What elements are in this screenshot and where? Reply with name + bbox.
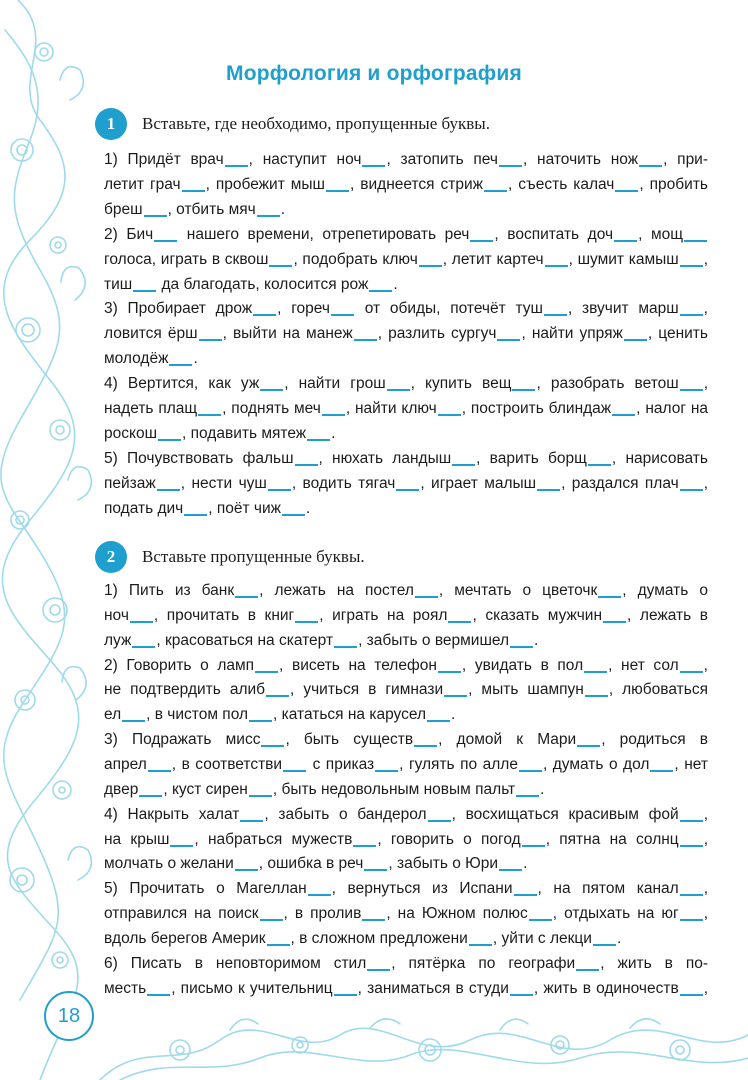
- answer-blank: [639, 165, 662, 167]
- exercise-text: , восхищаться красивым фой: [451, 805, 679, 823]
- exercise-text: , найти ключ: [345, 400, 437, 417]
- answer-blank: [537, 489, 560, 491]
- exercise-text: , письмо к учительниц: [171, 979, 333, 997]
- exercise-text: , заниматься в студи: [357, 979, 509, 997]
- exercise-text: , налог на: [636, 400, 709, 417]
- exercise-text: , домой к Мари: [438, 731, 577, 749]
- answer-blank: [470, 240, 493, 242]
- exercise-line: [104, 225, 708, 245]
- exercise-text: роскош: [104, 424, 158, 442]
- answer-blank: [545, 265, 568, 267]
- exercise-text: , нарисовать: [611, 449, 708, 467]
- task-1-header: [95, 107, 490, 141]
- answer-blank: [497, 339, 520, 341]
- exercise-text: ,: [703, 375, 708, 393]
- exercise-text: , нет сол: [608, 656, 679, 674]
- answer-blank: [147, 994, 170, 996]
- exercise-text: , красоваться на скатерт: [156, 631, 334, 649]
- exercise-text: отправился на поиск: [104, 905, 259, 923]
- exercise-line: [104, 374, 708, 394]
- exercise-text: , воспитать доч: [494, 225, 614, 243]
- answer-blank: [680, 489, 703, 491]
- answer-blank: [680, 265, 703, 267]
- exercise-text: , в соответстви: [171, 755, 283, 773]
- answer-blank: [353, 845, 376, 847]
- exercise-line: [104, 449, 708, 469]
- answer-blank: [326, 190, 349, 192]
- exercise-text: 1) Пить из банк: [104, 582, 235, 599]
- exercise-text: ,: [703, 656, 708, 674]
- exercise-text: не подтвердить алиб: [104, 681, 266, 699]
- exercise-text: ловится ёрш: [104, 325, 198, 343]
- exercise-text: , подобрать ключ: [293, 250, 418, 268]
- answer-blank: [362, 165, 385, 167]
- exercise-text: .: [534, 631, 539, 649]
- exercise-text: да благодать, колосится рож: [157, 275, 369, 293]
- answer-blank: [484, 190, 507, 192]
- exercise-text: , затопить печ: [386, 151, 498, 168]
- exercise-line: [104, 755, 708, 775]
- exercise-text: месть: [104, 979, 147, 997]
- exercise-text: ,: [703, 805, 709, 823]
- exercise-text: , жить в по-: [600, 954, 708, 972]
- answer-blank: [419, 265, 442, 267]
- exercise-line: [104, 606, 708, 626]
- answer-blank: [680, 994, 703, 996]
- answer-blank: [158, 439, 181, 441]
- exercise-text: ,: [703, 250, 708, 268]
- answer-blank: [255, 671, 278, 673]
- exercise-text: , отдыхать на юг: [552, 905, 679, 923]
- answer-blank: [680, 389, 703, 391]
- exercise-text: молодёж: [104, 350, 169, 368]
- answer-blank: [122, 720, 145, 722]
- answer-blank: [452, 464, 475, 466]
- exercise-text: 1) Придёт врач: [104, 151, 224, 168]
- answer-blank: [614, 240, 637, 242]
- answer-blank: [414, 745, 437, 747]
- exercise-text: , набраться мужеств: [194, 830, 353, 848]
- exercise-text: , съесть калач: [508, 175, 615, 193]
- task-instruction: Вставьте, где необходимо, пропущенные буквы.: [142, 114, 490, 133]
- exercise-text: , пятёрка по географи: [391, 954, 576, 972]
- answer-blank: [331, 314, 354, 316]
- answer-blank: [261, 745, 284, 747]
- answer-blank: [184, 514, 207, 516]
- exercise-text: , наточить нож: [523, 151, 639, 168]
- answer-blank: [240, 820, 263, 822]
- exercise-text: , куст сирен: [163, 780, 248, 798]
- exercise-line: [104, 299, 708, 319]
- answer-blank: [624, 339, 647, 341]
- exercise-text: 2) Бич: [104, 225, 154, 243]
- exercise-text: нашего времени, отрепетировать реч: [178, 225, 470, 243]
- page-title: Морфология и орфография: [226, 62, 522, 85]
- exercise-text: , лежать в: [627, 606, 709, 624]
- answer-blank: [510, 994, 533, 996]
- answer-blank: [144, 215, 167, 217]
- answer-blank: [154, 240, 177, 242]
- exercise-text: тиш: [104, 275, 133, 293]
- answer-blank: [260, 919, 283, 921]
- exercise-text: 4) Вертится, как уж: [104, 375, 260, 393]
- exercise-line: [104, 705, 708, 725]
- answer-blank: [438, 414, 461, 416]
- exercise-text: , на Южном полюс: [386, 905, 528, 923]
- exercise-text: .: [306, 499, 311, 517]
- exercise-line: [104, 424, 708, 444]
- exercise-text: на крыш: [104, 830, 170, 848]
- exercise-line: [104, 349, 708, 369]
- exercise-text: , построить блиндаж: [461, 400, 612, 417]
- exercise-text: , быть недовольным новым пальт: [272, 780, 516, 798]
- answer-blank: [438, 671, 461, 673]
- answer-blank: [603, 621, 626, 623]
- exercise-text: вдоль берегов Америк: [104, 929, 266, 947]
- answer-blank: [516, 795, 539, 797]
- exercise-text: , на пятом канал: [537, 880, 679, 898]
- answer-blank: [334, 646, 357, 648]
- answer-blank: [139, 795, 162, 797]
- answer-blank: [295, 464, 318, 466]
- exercise-text: ,: [703, 474, 708, 492]
- answer-blank: [680, 845, 703, 847]
- exercise-text: , при-: [663, 151, 709, 168]
- exercise-line: [104, 805, 708, 825]
- answer-blank: [427, 720, 450, 722]
- answer-blank: [529, 919, 552, 921]
- exercise-text: .: [451, 706, 456, 724]
- answer-blank: [612, 414, 635, 416]
- answer-blank: [576, 969, 599, 971]
- exercise-text: , нести чуш: [180, 474, 267, 492]
- answer-blank: [499, 165, 522, 167]
- exercise-text: ,: [703, 830, 708, 848]
- exercise-text: , поднять меч: [222, 400, 321, 417]
- exercise-text: , кататься на карусел: [273, 706, 427, 724]
- answer-blank: [387, 389, 410, 391]
- exercise-text: с приказ: [307, 755, 375, 773]
- exercise-text: , разобрать ветош: [536, 375, 679, 393]
- answer-blank: [283, 770, 306, 772]
- exercise-line: [104, 474, 708, 494]
- exercise-text: , найти упряж: [521, 325, 623, 343]
- exercise-text: , вернуться из Испани: [331, 880, 513, 898]
- exercise-text: , любоваться: [608, 681, 708, 699]
- exercise-text: , играет малыш: [420, 474, 537, 492]
- answer-blank: [354, 339, 377, 341]
- exercise-text: ,: [703, 979, 709, 997]
- exercise-text: .: [331, 424, 336, 442]
- answer-blank: [249, 795, 272, 797]
- exercise-text: , говорить о погод: [377, 830, 521, 848]
- exercise-text: , увидать в пол: [461, 656, 584, 674]
- exercise-line: [104, 680, 708, 700]
- answer-blank: [253, 314, 276, 316]
- answer-blank: [448, 621, 471, 623]
- exercise-text: , в сложном предложени: [290, 929, 468, 947]
- exercise-text: 3) Пробирает дрож: [104, 300, 253, 318]
- exercise-line: [104, 780, 708, 800]
- exercise-text: , нет: [674, 755, 708, 773]
- answer-blank: [199, 339, 222, 341]
- exercise-text: , думать о: [622, 582, 708, 599]
- exercise-line: [104, 150, 708, 170]
- answer-blank: [308, 894, 331, 896]
- answer-blank: [334, 994, 357, 996]
- exercise-text: , нюхать ландыш: [318, 449, 452, 467]
- answer-blank: [170, 845, 193, 847]
- exercise-text: , забыть о Юри: [388, 855, 499, 873]
- exercise-text: бреш: [104, 200, 143, 218]
- answer-blank: [367, 969, 390, 971]
- exercise-text: летит грач: [104, 175, 181, 193]
- task-instruction: Вставьте пропущенные буквы.: [142, 547, 365, 566]
- exercise-text: , забыть о бандерол: [264, 805, 427, 823]
- exercise-text: , пробежит мыш: [205, 175, 325, 193]
- exercise-text: пейзаж: [104, 474, 156, 492]
- exercise-text: , подавить мятеж: [182, 424, 307, 442]
- exercise-text: апрел: [104, 755, 147, 773]
- answer-blank: [225, 165, 248, 167]
- exercise-line: [104, 581, 708, 601]
- exercise-line: [104, 954, 708, 974]
- exercise-text: , купить вещ: [410, 375, 512, 393]
- exercise-text: 3) Подражать мисс: [104, 731, 261, 749]
- exercise-text: .: [280, 200, 286, 218]
- exercise-line: [104, 979, 708, 999]
- exercise-text: ноч: [104, 606, 129, 624]
- answer-blank: [198, 414, 221, 416]
- answer-blank: [182, 190, 205, 192]
- answer-blank: [615, 190, 638, 192]
- answer-blank: [650, 770, 673, 772]
- answer-blank: [680, 671, 703, 673]
- exercise-text: , отбить мяч: [167, 200, 256, 218]
- exercise-text: , звучит марш: [567, 300, 679, 318]
- exercise-text: от обиды, потечёт туш: [354, 300, 543, 318]
- answer-blank: [577, 745, 600, 747]
- exercise-text: , быть существ: [285, 731, 414, 749]
- exercise-text: , мощ: [638, 225, 683, 243]
- answer-blank: [396, 489, 419, 491]
- answer-blank: [512, 389, 535, 391]
- answer-blank: [499, 869, 522, 871]
- exercise-text: , в чистом пол: [146, 706, 249, 724]
- exercise-text: , ошибка в реч: [258, 855, 364, 873]
- answer-blank: [169, 364, 192, 366]
- exercise-text: 2) Говорить о ламп: [104, 656, 255, 674]
- exercise-text: , играть на роял: [319, 606, 448, 624]
- answer-blank: [680, 314, 703, 316]
- answer-blank: [282, 514, 305, 516]
- exercise-text: , наступит ноч: [248, 151, 362, 168]
- exercise-text: 5) Прочитать о Магеллан: [104, 880, 307, 898]
- exercise-text: , разлить сургуч: [377, 325, 497, 343]
- exercise-line: [104, 499, 708, 519]
- exercise-line: [104, 250, 708, 270]
- answer-blank: [267, 944, 290, 946]
- answer-blank: [584, 671, 607, 673]
- exercise-text: , забыть о вермишел: [358, 631, 510, 649]
- task-2-header: [95, 540, 365, 574]
- answer-blank: [514, 894, 537, 896]
- exercise-line: [104, 879, 708, 899]
- exercise-text: , поёт чиж: [208, 499, 282, 517]
- exercise-line: [104, 324, 708, 344]
- answer-blank: [148, 770, 171, 772]
- answer-blank: [593, 944, 616, 946]
- answer-blank: [680, 919, 703, 921]
- exercise-text: , выйти на манеж: [222, 325, 353, 343]
- exercise-line: [104, 854, 708, 874]
- exercise-text: , раздался плач: [561, 474, 679, 492]
- answer-blank: [257, 215, 280, 217]
- exercise-text: 4) Накрыть халат: [104, 805, 240, 823]
- exercise-line: [104, 929, 708, 949]
- answer-blank: [588, 464, 611, 466]
- answer-blank: [598, 596, 621, 598]
- exercise-text: , шумит камыш: [568, 250, 679, 268]
- exercise-text: , пятна на солнц: [545, 830, 679, 848]
- task-number-badge: 2: [95, 541, 127, 573]
- answer-blank: [266, 695, 289, 697]
- exercise-line: [104, 730, 708, 750]
- answer-blank: [362, 919, 385, 921]
- exercise-text: голоса, играть в сквош: [104, 250, 269, 268]
- exercise-text: , сказать мужчин: [472, 606, 603, 624]
- exercise-text: молчать о желани: [104, 855, 234, 873]
- exercise-text: , мыть шампун: [468, 681, 584, 699]
- answer-blank: [157, 489, 180, 491]
- exercise-text: , думать о дол: [542, 755, 650, 773]
- exercise-line: [104, 175, 708, 195]
- exercise-text: .: [540, 780, 545, 798]
- answer-blank: [519, 770, 542, 772]
- exercise-text: , учиться в гимнази: [290, 681, 444, 699]
- exercise-text: ,: [703, 880, 708, 898]
- answer-blank: [680, 894, 703, 896]
- exercise-text: двер: [104, 780, 139, 798]
- answer-blank: [364, 869, 387, 871]
- exercise-text: .: [523, 855, 528, 873]
- exercise-text: , жить в одиночеств: [533, 979, 679, 997]
- answer-blank: [544, 314, 567, 316]
- exercise-text: .: [193, 350, 198, 368]
- exercise-text: , виднеется стриж: [349, 175, 484, 193]
- exercise-line: [104, 200, 708, 220]
- answer-blank: [130, 621, 153, 623]
- exercise-text: , летит картеч: [442, 250, 544, 268]
- exercise-line: [104, 275, 708, 295]
- exercise-text: ел: [104, 706, 122, 724]
- answer-blank: [295, 621, 318, 623]
- exercise-line: [104, 399, 708, 419]
- answer-blank: [415, 596, 438, 598]
- exercise-text: , ценить: [647, 325, 708, 343]
- exercise-text: , найти грош: [284, 375, 386, 393]
- exercise-text: ,: [703, 300, 708, 318]
- exercise-line: [104, 830, 708, 850]
- exercise-text: , варить борщ: [476, 449, 587, 467]
- page-number: 18: [44, 991, 94, 1041]
- exercise-text: , в пролив: [283, 905, 362, 923]
- answer-blank: [269, 265, 292, 267]
- answer-blank: [428, 820, 451, 822]
- exercise-line: [104, 904, 708, 924]
- answer-blank: [133, 290, 156, 292]
- exercise-text: , гулять по алле: [399, 755, 518, 773]
- answer-blank: [322, 414, 345, 416]
- answer-blank: [585, 695, 608, 697]
- exercise-line: [104, 656, 708, 676]
- exercise-text: , уйти с лекци: [492, 929, 592, 947]
- answer-blank: [249, 720, 272, 722]
- answer-blank: [680, 820, 703, 822]
- exercise-text: , висеть на телефон: [279, 656, 437, 674]
- exercise-text: , лежать на постел: [259, 582, 414, 599]
- exercise-text: подать дич: [104, 499, 184, 517]
- exercise-text: 5) Почувствовать фальш: [104, 449, 294, 467]
- answer-blank: [307, 439, 330, 441]
- answer-blank: [469, 944, 492, 946]
- exercise-text: , родиться в: [601, 731, 708, 749]
- exercise-text: ,: [703, 905, 708, 923]
- answer-blank: [235, 596, 258, 598]
- answer-blank: [444, 695, 467, 697]
- exercise-text: 6) Писать в неповторимом стил: [104, 954, 367, 972]
- exercise-text: , пробить: [639, 175, 708, 193]
- exercise-text: луж: [104, 631, 132, 649]
- answer-blank: [268, 489, 291, 491]
- answer-blank: [684, 240, 707, 242]
- exercise-text: , гореч: [277, 300, 330, 318]
- exercise-text: , мечтать о цветочк: [438, 582, 598, 599]
- exercise-text: , водить тягач: [291, 474, 396, 492]
- exercise-text: .: [616, 929, 622, 947]
- exercise-text: .: [393, 275, 398, 293]
- answer-blank: [375, 770, 398, 772]
- task-number-badge: 1: [95, 108, 127, 140]
- answer-blank: [369, 290, 392, 292]
- exercise-line: [104, 631, 708, 651]
- exercise-text: , прочитать в книг: [153, 606, 295, 624]
- answer-blank: [235, 869, 258, 871]
- answer-blank: [510, 646, 533, 648]
- answer-blank: [260, 389, 283, 391]
- answer-blank: [132, 646, 155, 648]
- answer-blank: [522, 845, 545, 847]
- exercise-text: надеть плащ: [104, 400, 198, 417]
